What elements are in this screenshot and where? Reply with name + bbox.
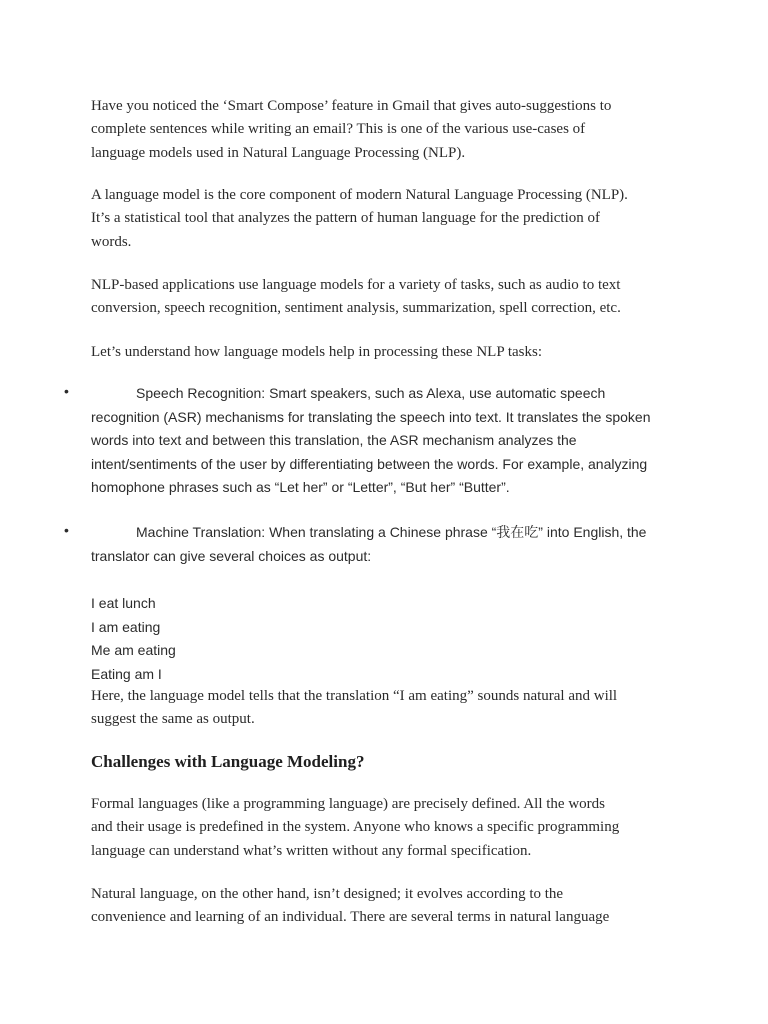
text-line: Let’s understand how language models help in processing these NLP tasks:: [91, 344, 543, 360]
text-line: words.: [91, 233, 132, 250]
text-line: convenience and learning of an individual. There are several terms in natural language: [91, 909, 610, 926]
section-heading: Challenges with Language Modeling?: [91, 752, 365, 771]
paragraph-language-model-definition: [91, 184, 691, 254]
text-line: suggest the same as output.: [91, 711, 255, 728]
bullet-translation-line: Machine Translation: When translating a Chinese phrase “我在吃” into English, the: [136, 524, 647, 540]
text-line: translator can give several choices as output:: [91, 547, 372, 564]
paragraph-formal-languages: [91, 793, 691, 863]
translation-choices-list: [91, 592, 691, 686]
text-line: recognition (ASR) mechanisms for translating the speech into text. It translates the spoken: [91, 408, 651, 425]
text-line: A language model is the core component of modern Natural Language Processing (NLP).: [91, 187, 628, 203]
text-line: homophone phrases such as “Let her” or “Letter”, “But her” “Butter”.: [91, 479, 510, 495]
translation-choice: Me am eating: [91, 642, 176, 658]
text-line: [91, 521, 691, 545]
text-line: and their usage is predefined in the system. Anyone who knows a specific programming: [91, 819, 620, 836]
paragraph-nlp-applications: [91, 274, 691, 321]
text-line: language can understand what’s written without any formal specification.: [91, 842, 532, 859]
text-line: Have you noticed the ‘Smart Compose’ feature in Gmail that gives auto-suggestions to: [91, 98, 612, 114]
bullet-marker: •: [64, 383, 69, 399]
paragraph-smart-compose: [91, 95, 691, 165]
text-line: Here, the language model tells that the translation “I am eating” sounds natural and will: [91, 688, 618, 704]
text-line: complete sentences while writing an email? This is one of the various use-cases of: [91, 121, 586, 138]
text-line: intent/sentiments of the user by differentiating between the words. For example, analyzing: [91, 455, 648, 472]
bullet-marker: •: [64, 522, 69, 538]
translation-choice: Eating am I: [91, 665, 162, 682]
bullet-machine-translation: [91, 521, 691, 568]
text-line: Natural language, on the other hand, isn’t designed; it evolves according to the: [91, 886, 564, 902]
text-line: language models used in Natural Language Processing (NLP).: [91, 144, 466, 161]
paragraph-natural-language: [91, 883, 691, 930]
bullet-speech-line: Speech Recognition: Smart speakers, such as Alexa, use automatic speech: [136, 385, 606, 401]
paragraph-intro-tasks: [91, 341, 691, 364]
text-line: conversion, speech recognition, sentiment analysis, summarization, spell correction, etc.: [91, 300, 621, 317]
translation-choice: I am eating: [91, 618, 161, 635]
translation-choice: I eat lunch: [91, 595, 156, 611]
bullet-speech-recognition: [91, 382, 691, 500]
text-line: It’s a statistical tool that analyzes the pattern of human language for the prediction of: [91, 210, 600, 227]
paragraph-translation-result: [91, 685, 691, 732]
text-line: [91, 382, 691, 406]
text-line: NLP-based applications use language models for a variety of tasks, such as audio to text: [91, 277, 621, 293]
text-line: words into text and between this translation, the ASR mechanism analyzes the: [91, 432, 577, 448]
text-line: Formal languages (like a programming language) are precisely defined. All the words: [91, 796, 605, 812]
